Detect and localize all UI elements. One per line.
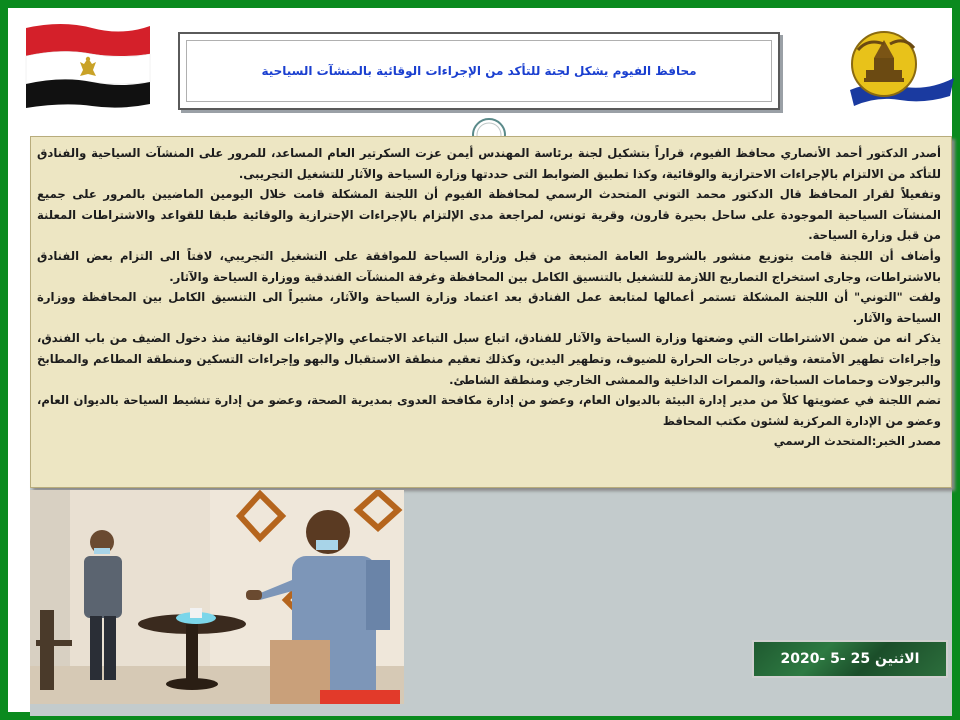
news-source: مصدر الخبر:المتحدث الرسمي (773, 434, 941, 449)
paragraph-4: ولفت "التوني" أن اللجنة المشكلة تستمر أعمالها لمتابعة عمل الفنادق بعد اعتماد وزارة السياحة والآثار، مشيراً الى التنسيق الكامل بين المحافظة ووزارة السياحة والآثار. (37, 290, 941, 325)
paragraph-6: تضم اللجنة في عضويتها كلاً من مدير إدارة البيئة بالديوان العام، وعضو من إدارة مكافحة العدوى بمديرية الصحة، وعضو من إدارة تنشيط السياحة بالديوان العام، وعضو من الإدارة المركزية لشئون مكتب المحافظ (37, 393, 941, 428)
inspection-photo (30, 490, 404, 704)
headline-box (178, 32, 780, 110)
paragraph-1: أصدر الدكتور أحمد الأنصاري محافظ الفيوم، قراراً بتشكيل لجنة برئاسة المهندس أيمن عزت السكرتير العام المساعد، للمرور على المنشآت السياحية والفنادق للتأكد من الالتزام بالإجراءات الاحترازية والوقائية، وكذا تطبيق الضوابط التى حددتها وزارة السياحة والآثار للتشغيل التجريبى. (37, 146, 941, 181)
article-box (30, 136, 952, 488)
paragraph-3: وأضاف أن اللجنة قامت بتوزيع منشور بالشروط العامة المتبعة من قبل وزارة السياحة للموافقة على التشغيل التجريبي، لافتاً الى التزام بعض الفنادق بالاشتراطات، وجارى استخراج التصاريح اللازمة للتشغيل بالتنسيق الكامل بين المحافظة وغرفة المنشآت الفندقية ووزارة السياحة والآثار. (37, 248, 941, 284)
headline: محافظ الفيوم يشكل لجنة للتأكد من الإجراءات الوقائية بالمنشآت السياحية (261, 64, 697, 78)
paragraph-5: يذكر انه من ضمن الاشتراطات التي وضعتها وزارة السياحة والآثار للفنادق، اتباع سبل التباعد الاجتماعي والإجراءات الوقائية منذ دخول الضيف من باب الفندق، وإجراءات تطهير الأمتعة، وقياس درجات الحرارة للضيوف، وتطهير اليدين، وكذلك تعقيم منطقة الاستقبال والبهو وإجراءات التسكين ومنطقة المطاعم والمطابخ والبرجولات وحمامات السباحة، والممرات الداخلية والممشى الخارجي ومنطقة الشاطئ. (37, 331, 941, 387)
fayoum-logo-icon (844, 20, 956, 108)
date-text: الاثنين 25 -5 -2020 (780, 651, 920, 667)
paragraph-2: وتفعيلاً لقرار المحافظ قال الدكتور محمد التوني المتحدث الرسمي لمحافظة الفيوم أن اللجنة المشكلة قامت خلال اليومين الماضيين بالمرور على جميع المنشآت السياحية الموجودة على ساحل بحيرة قارون، وقرية تونس، لمراجعة مدى الإلتزام بالإجراءات الإحترازية والوقائية طبقا للقواعد والاشتراطات المعلنة من قبل وزارة السياحة. (37, 187, 941, 243)
egypt-flag-icon (22, 20, 154, 110)
article-body (37, 143, 941, 452)
date-badge (752, 640, 948, 678)
